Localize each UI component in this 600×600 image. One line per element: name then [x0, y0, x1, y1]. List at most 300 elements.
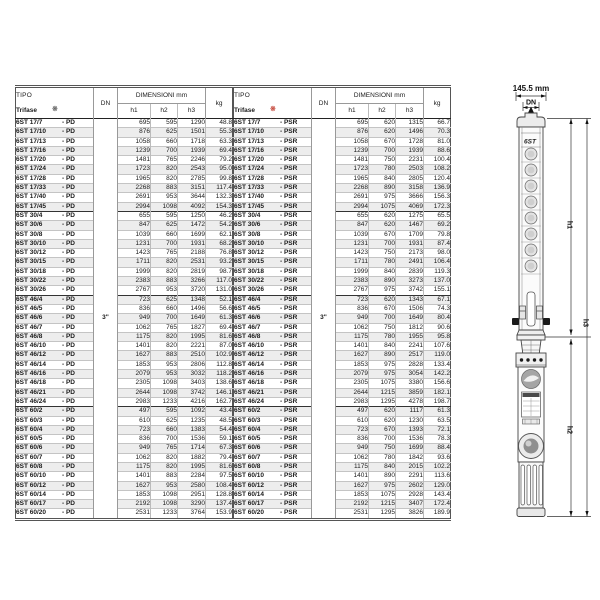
- kg-cell: 98.0: [424, 249, 451, 258]
- model-number: 6ST 30/10: [16, 239, 46, 247]
- h1-cell: 1231: [118, 239, 151, 248]
- table-row: [234, 407, 451, 416]
- h3-cell: 2805: [396, 174, 424, 183]
- h1-cell: 2383: [336, 277, 369, 286]
- model-cell: [16, 146, 94, 155]
- h1-cell: 1965: [118, 174, 151, 183]
- model-number: 6ST 30/4: [234, 211, 261, 219]
- h2-cell: 883: [151, 277, 178, 286]
- kg-cell: 172.4: [424, 500, 451, 509]
- model-cell: [16, 286, 94, 295]
- dim-label-h1: h1: [565, 220, 573, 230]
- h3-cell: 2173: [396, 249, 424, 258]
- h1-cell: 1627: [336, 481, 369, 490]
- table-row: [234, 258, 451, 267]
- h3-cell: 1728: [396, 137, 424, 146]
- kg-cell: 137.4: [206, 500, 233, 509]
- model-number: 6ST 46/4: [16, 295, 43, 303]
- table-row: [234, 370, 451, 379]
- model-number: 6ST 30/26: [234, 286, 264, 294]
- model-number: 6ST 60/12: [16, 481, 46, 489]
- model-number: 6ST 17/28: [234, 174, 264, 182]
- h3-cell: 1709: [396, 230, 424, 239]
- h2-cell: 820: [151, 453, 178, 462]
- kg-cell: 78.3: [424, 435, 451, 444]
- h3-cell: 1383: [178, 425, 206, 434]
- h1-cell: 2383: [118, 277, 151, 286]
- model-number: 6ST 30/18: [234, 267, 264, 275]
- column-header-tipo: TIPO: [234, 92, 250, 100]
- h3-cell: 1649: [178, 314, 206, 323]
- kg-cell: 102.2: [424, 462, 451, 471]
- model-cell: [234, 184, 312, 193]
- model-number: 6ST 46/16: [234, 370, 264, 378]
- arrow-right-icon: [541, 94, 546, 97]
- h1-cell: 836: [118, 304, 151, 313]
- kg-cell: 182.1: [424, 388, 451, 397]
- h2-cell: 1075: [369, 490, 396, 499]
- kg-cell: 54.4: [206, 425, 233, 434]
- h1-cell: 1423: [118, 249, 151, 258]
- table-row: [16, 137, 233, 146]
- model-cell: [234, 137, 312, 146]
- model-suffix: - PD: [62, 472, 75, 480]
- table-row: [16, 174, 233, 183]
- h1-cell: 1175: [118, 462, 151, 471]
- h1-cell: 949: [336, 314, 369, 323]
- h2-cell: 700: [151, 314, 178, 323]
- model-cell: [234, 500, 312, 509]
- kg-cell: 79.2: [206, 156, 233, 165]
- kg-cell: 56.6: [206, 304, 233, 313]
- h2-cell: 975: [369, 286, 396, 295]
- h2-cell: 660: [151, 230, 178, 239]
- kg-cell: 112.8: [206, 360, 233, 369]
- h1-cell: 1239: [118, 146, 151, 155]
- h2-cell: 700: [151, 239, 178, 248]
- h1-cell: 1062: [118, 453, 151, 462]
- h2-cell: 595: [151, 211, 178, 220]
- h3-cell: 2951: [178, 490, 206, 499]
- spec-table-pd: [15, 85, 233, 521]
- h3-cell: 1699: [178, 230, 206, 239]
- kg-cell: 172.3: [424, 202, 451, 211]
- model-suffix: - PSR: [280, 407, 298, 415]
- model-suffix: - PSR: [280, 500, 298, 508]
- model-cell: [16, 258, 94, 267]
- column-header-kg: kg: [206, 87, 233, 119]
- h3-cell: 3273: [396, 277, 424, 286]
- h2-cell: 1098: [151, 379, 178, 388]
- h3-cell: 2543: [178, 165, 206, 174]
- model-suffix: - PSR: [280, 193, 298, 201]
- model-number: 6ST 46/7: [234, 323, 261, 331]
- table-row: [234, 490, 451, 499]
- model-cell: [16, 249, 94, 258]
- table-row: [234, 462, 451, 471]
- model-suffix: - PD: [62, 407, 75, 415]
- trifase-label: Trifase: [16, 107, 37, 115]
- h1-cell: 1481: [336, 156, 369, 165]
- table-row: [16, 211, 233, 220]
- model-suffix: - PSR: [280, 397, 298, 405]
- h3-cell: 3380: [396, 379, 424, 388]
- h3-cell: 1467: [396, 221, 424, 230]
- model-suffix: - PSR: [280, 435, 298, 443]
- model-cell: [16, 444, 94, 453]
- kg-cell: 117.0: [206, 277, 233, 286]
- h3-cell: 3666: [396, 193, 424, 202]
- h2-cell: 750: [369, 323, 396, 332]
- h2-cell: 1215: [369, 500, 396, 509]
- h1-cell: 1853: [336, 490, 369, 499]
- kg-cell: 198.7: [424, 397, 451, 406]
- model-suffix: - PSR: [280, 258, 298, 266]
- h1-cell: 1058: [118, 137, 151, 146]
- table-row: [234, 211, 451, 220]
- h1-cell: 1853: [118, 360, 151, 369]
- height-dimensions: [545, 119, 591, 517]
- model-cell: [234, 314, 312, 323]
- h2-cell: 975: [369, 481, 396, 490]
- model-number: 6ST 30/12: [234, 249, 264, 257]
- h3-cell: 3403: [178, 379, 206, 388]
- model-number: 6ST 46/24: [234, 397, 264, 405]
- kg-cell: 68.2: [206, 239, 233, 248]
- kg-cell: 189.9: [424, 509, 451, 519]
- kg-cell: 63.3: [206, 137, 233, 146]
- table-row: [234, 416, 451, 425]
- table-row: [16, 397, 233, 406]
- model-cell: [16, 304, 94, 313]
- model-number: 6ST 60/17: [16, 500, 46, 508]
- h2-cell: 1295: [369, 509, 396, 519]
- model-suffix: - PSR: [280, 304, 298, 312]
- h2-cell: 883: [151, 184, 178, 193]
- table-row: [16, 277, 233, 286]
- model-number: 6ST 17/40: [234, 193, 264, 201]
- h3-cell: 4092: [178, 202, 206, 211]
- h1-cell: 2079: [118, 370, 151, 379]
- h2-cell: 1233: [151, 509, 178, 519]
- model-cell: [16, 360, 94, 369]
- model-suffix: - PSR: [280, 230, 298, 238]
- model-number: 6ST 46/6: [234, 314, 261, 322]
- table-row: [16, 258, 233, 267]
- model-cell: [234, 304, 312, 313]
- h1-cell: 1853: [336, 360, 369, 369]
- kg-cell: 132.3: [206, 193, 233, 202]
- model-number: 6ST 46/16: [16, 370, 46, 378]
- model-suffix: - PSR: [280, 444, 298, 452]
- model-suffix: - PD: [62, 323, 75, 331]
- h3-cell: 4278: [396, 397, 424, 406]
- h3-cell: 3407: [396, 500, 424, 509]
- column-header-dn: DN: [312, 87, 336, 119]
- h2-cell: 883: [151, 351, 178, 360]
- model-number: 6ST 60/20: [234, 509, 264, 517]
- table-row: [234, 156, 451, 165]
- h1-cell: 1401: [336, 472, 369, 481]
- kg-cell: 154.3: [206, 202, 233, 211]
- h3-cell: 2231: [396, 156, 424, 165]
- model-cell: [234, 444, 312, 453]
- model-number: 6ST 60/10: [16, 472, 46, 480]
- table-row: [16, 509, 233, 519]
- h3-cell: 2828: [396, 360, 424, 369]
- h1-cell: 1711: [336, 258, 369, 267]
- table-row: [234, 277, 451, 286]
- model-cell: [16, 165, 94, 174]
- h1-cell: 836: [336, 435, 369, 444]
- model-cell: [234, 472, 312, 481]
- h3-cell: 1250: [178, 211, 206, 220]
- h3-cell: 3826: [396, 509, 424, 519]
- h3-cell: 2491: [396, 258, 424, 267]
- table-row: [234, 193, 451, 202]
- h3-cell: 1092: [178, 407, 206, 416]
- table-row: [234, 239, 451, 248]
- model-number: 6ST 30/15: [234, 258, 264, 266]
- h1-cell: 1627: [118, 351, 151, 360]
- h1-cell: 2192: [118, 500, 151, 509]
- model-cell: [16, 435, 94, 444]
- table-row: [16, 230, 233, 239]
- kg-cell: 72.1: [424, 425, 451, 434]
- model-suffix: - PSR: [280, 453, 298, 461]
- model-number: 6ST 17/7: [234, 119, 261, 126]
- h3-cell: 3764: [178, 509, 206, 519]
- h2-cell: 780: [369, 165, 396, 174]
- h3-cell: 2517: [396, 351, 424, 360]
- h2-cell: 620: [369, 128, 396, 137]
- model-number: 6ST 60/5: [234, 435, 261, 443]
- kg-cell: 95.8: [424, 332, 451, 341]
- model-suffix: - PSR: [280, 165, 298, 173]
- table-row: [234, 453, 451, 462]
- model-suffix: - PD: [62, 295, 75, 303]
- model-number: 6ST 17/33: [16, 184, 46, 192]
- h2-cell: 765: [151, 323, 178, 332]
- kg-cell: 87.4: [424, 239, 451, 248]
- h1-cell: 1999: [336, 267, 369, 276]
- model-number: 6ST 60/6: [16, 444, 43, 452]
- column-header-h1: h1: [336, 104, 369, 119]
- h2-cell: 700: [369, 146, 396, 155]
- model-cell: [16, 332, 94, 341]
- model-cell: [234, 509, 312, 519]
- kg-cell: 137.0: [424, 277, 451, 286]
- table-row: [16, 370, 233, 379]
- model-cell: [234, 277, 312, 286]
- model-number: 6ST 60/4: [16, 425, 43, 433]
- model-number: 6ST 60/8: [234, 462, 261, 470]
- h1-cell: 2305: [118, 379, 151, 388]
- model-number: 6ST 17/28: [16, 174, 46, 182]
- kg-cell: 119.3: [424, 267, 451, 276]
- h3-cell: 1939: [178, 146, 206, 155]
- model-number: 6ST 30/6: [16, 221, 43, 229]
- table-row: [16, 351, 233, 360]
- h2-cell: 620: [369, 211, 396, 220]
- h2-cell: 700: [369, 435, 396, 444]
- h2-cell: 1295: [369, 397, 396, 406]
- model-number: 6ST 17/45: [234, 202, 264, 210]
- model-number: 6ST 46/18: [234, 379, 264, 387]
- model-cell: [16, 314, 94, 323]
- model-number: 6ST 60/7: [234, 453, 261, 461]
- h1-cell: 2192: [336, 500, 369, 509]
- kg-cell: 95.0: [206, 165, 233, 174]
- model-number: 6ST 60/8: [16, 462, 43, 470]
- model-suffix: - PD: [62, 453, 75, 461]
- model-number: 6ST 46/12: [16, 351, 46, 359]
- model-suffix: - PD: [62, 211, 75, 219]
- kg-cell: 99.8: [206, 174, 233, 183]
- table-row: [234, 342, 451, 351]
- h1-cell: 1062: [118, 323, 151, 332]
- kg-cell: 54.2: [206, 221, 233, 230]
- model-number: 6ST 60/17: [234, 500, 264, 508]
- model-cell: [16, 202, 94, 211]
- pump-drawing-svg: [455, 80, 600, 530]
- kg-cell: 81.6: [206, 332, 233, 341]
- model-suffix: - PD: [62, 156, 75, 164]
- h3-cell: 3290: [178, 500, 206, 509]
- model-suffix: - PSR: [280, 509, 298, 517]
- kg-cell: 138.6: [206, 379, 233, 388]
- h1-cell: 836: [118, 435, 151, 444]
- model-cell: [234, 360, 312, 369]
- model-number: 6ST 46/4: [234, 295, 261, 303]
- kg-cell: 142.2: [424, 370, 451, 379]
- h2-cell: 820: [151, 267, 178, 276]
- kg-cell: 93.2: [206, 258, 233, 267]
- model-suffix: - PD: [62, 416, 75, 424]
- model-cell: [16, 211, 94, 220]
- h2-cell: 620: [369, 295, 396, 304]
- h1-cell: 1039: [118, 230, 151, 239]
- model-suffix: - PSR: [280, 370, 298, 378]
- h2-cell: 750: [369, 249, 396, 258]
- h2-cell: 953: [151, 360, 178, 369]
- h2-cell: 660: [151, 425, 178, 434]
- model-number: 6ST 46/12: [234, 351, 264, 359]
- h3-cell: 3151: [178, 184, 206, 193]
- kg-cell: 76.8: [206, 249, 233, 258]
- table-row: [16, 407, 233, 416]
- h2-cell: 953: [151, 286, 178, 295]
- model-number: 6ST 17/13: [234, 137, 264, 145]
- h1-cell: 497: [336, 407, 369, 416]
- model-suffix: - PSR: [280, 481, 298, 489]
- h2-cell: 670: [369, 304, 396, 313]
- table-row: [16, 500, 233, 509]
- model-number: 6ST 17/20: [16, 156, 46, 164]
- h3-cell: 1718: [178, 137, 206, 146]
- column-header-dimensioni: DIMENSIONI mm: [336, 87, 424, 104]
- model-cell: [16, 277, 94, 286]
- kg-cell: 93.6: [424, 453, 451, 462]
- h3-cell: 2531: [178, 258, 206, 267]
- h3-cell: 2806: [178, 360, 206, 369]
- model-cell: [234, 351, 312, 360]
- model-number: 6ST 30/22: [234, 277, 264, 285]
- h1-cell: 610: [118, 416, 151, 425]
- table-row: [234, 481, 451, 490]
- kg-cell: 108.4: [206, 481, 233, 490]
- table-row: [234, 509, 451, 519]
- column-header-tipo: TIPO: [16, 92, 32, 100]
- h2-cell: 1098: [151, 500, 178, 509]
- table-row: [234, 165, 451, 174]
- h1-cell: 876: [118, 128, 151, 137]
- table-row: [16, 332, 233, 341]
- h3-cell: 1117: [396, 407, 424, 416]
- table-row: [16, 435, 233, 444]
- kg-cell: 43.4: [206, 407, 233, 416]
- dn-dimension-label: DN: [525, 99, 537, 107]
- header-row: [16, 87, 233, 104]
- h1-cell: 847: [118, 221, 151, 230]
- h3-cell: 1995: [178, 462, 206, 471]
- model-number: 6ST 46/21: [234, 388, 264, 396]
- model-suffix: - PD: [62, 137, 75, 145]
- model-suffix: - PSR: [280, 490, 298, 498]
- dn-value-cell: 3": [94, 119, 118, 520]
- table-row: [234, 435, 451, 444]
- h1-cell: 1711: [118, 258, 151, 267]
- h2-cell: 1215: [369, 388, 396, 397]
- h1-cell: 2644: [118, 388, 151, 397]
- model-suffix: - PD: [62, 351, 75, 359]
- h3-cell: 4216: [178, 397, 206, 406]
- h2-cell: 890: [369, 472, 396, 481]
- model-number: 6ST 17/40: [16, 193, 46, 201]
- h2-cell: 700: [369, 239, 396, 248]
- h2-cell: 890: [369, 277, 396, 286]
- model-cell: [234, 146, 312, 155]
- h1-cell: 1853: [118, 490, 151, 499]
- width-dimension: [513, 84, 549, 101]
- pump-technical-drawing: [455, 80, 600, 530]
- h3-cell: 1393: [396, 425, 424, 434]
- h3-cell: 1939: [396, 146, 424, 155]
- h2-cell: 820: [151, 342, 178, 351]
- table-row: [234, 249, 451, 258]
- model-cell: [234, 397, 312, 406]
- table-row: [16, 490, 233, 499]
- kg-cell: 136.9: [424, 184, 451, 193]
- model-number: 6ST 17/16: [16, 146, 46, 154]
- h2-cell: 953: [151, 481, 178, 490]
- model-number: 6ST 17/16: [234, 146, 264, 154]
- model-suffix: - PSR: [280, 202, 298, 210]
- h3-cell: 1827: [178, 323, 206, 332]
- h1-cell: 497: [118, 407, 151, 416]
- h3-cell: 2928: [396, 490, 424, 499]
- model-suffix: - PSR: [280, 295, 298, 303]
- h1-cell: 2691: [118, 193, 151, 202]
- model-suffix: - PD: [62, 342, 75, 350]
- model-cell: [234, 490, 312, 499]
- bottom-cap: [517, 508, 545, 517]
- column-header-dimensioni: DIMENSIONI mm: [118, 87, 206, 104]
- table-row: [234, 388, 451, 397]
- kg-cell: 61.3: [206, 314, 233, 323]
- model-suffix: - PD: [62, 267, 75, 275]
- model-number: 6ST 30/4: [16, 211, 43, 219]
